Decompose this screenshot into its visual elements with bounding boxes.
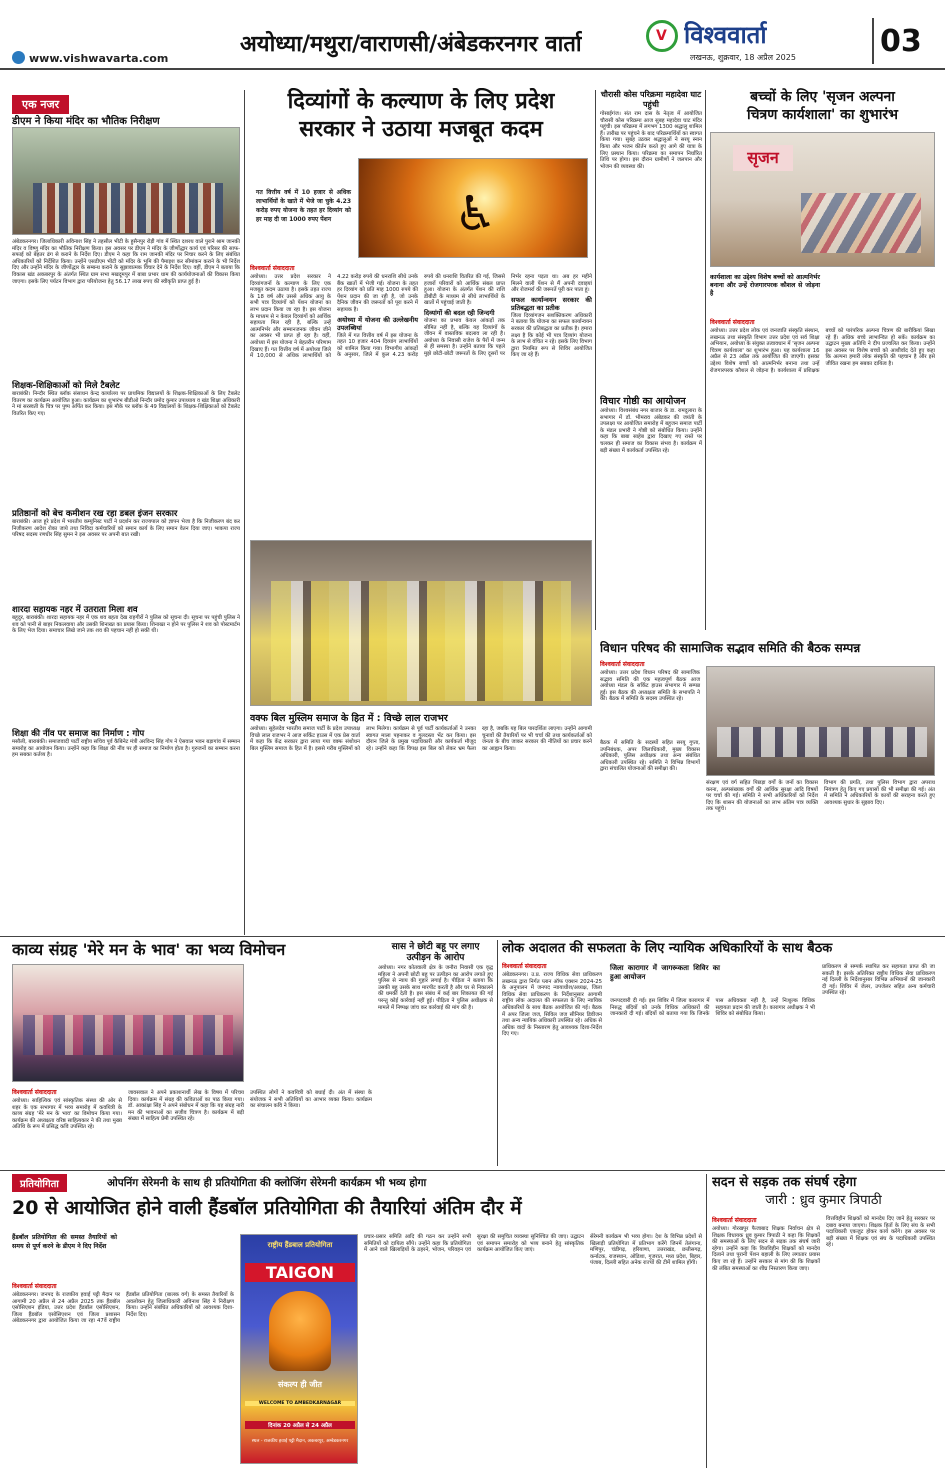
dateline: लखनऊ, शुक्रवार, 18 अप्रैल 2025 [690,53,796,62]
chaurasi-body: गोसाईगंज। संत राम दास के नेतृत्व में आयोजित चौरासी कोस परिक्रमा आज सुबह महादेवा घाट मंदिर पहुंची। इस परिक्रमा में लगभग 1300 श्रद्धालु शामिल हैं। तारीख पर पहुंचने के बाद परिक्रमार्थियों का स्वागत किया गया। सुबह उठकर श्रद्धालुओं ने सरयू स्नान किया और भजन कीर्तन करते हुए आगे की यात्रा के लिए प्रस्थान किया। परिक्रमा का समापन निर्धारित तिथि पर होगा। इस दौरान ग्रामीणों ने जलपान और भोजन की व्यवस्था की। [600,111,702,170]
ek-nazar-headline-4: शारदा सहायक नहर में उतराता मिला शव [12,605,138,615]
divyang-headline-1: दिव्यांगों के कल्याण के लिए प्रदेश [287,89,555,114]
kavya-section [12,940,372,1165]
srijan-caption: कार्यशाला का उद्देश्य विशेष बच्चों को आत्मनिर्भर बनाना और उन्हें रोजगारपरक कौशल से जोड़ना है [710,274,820,297]
poster-mascot: TAIGON [245,1263,355,1282]
dm-inspection-photo [12,127,240,235]
srijan-workshop-photo [710,132,935,267]
srijan-headline-2: चित्रण कार्यशाला' का शुभारंभ [747,107,898,123]
ek-nazar-label: एक नजर [12,95,69,114]
poster-welcome: WELCOME TO AMBEDKARNAGAR [245,1401,355,1406]
divyang-bullet: गत वित्तीय वर्ष में 10 हजार से अधिक लाभार्थियों के खाते में भेजे जा चुके 4.23 करोड़ रुपए योजना के तहत हर दिव्यांग को हर माह दी जा 1000 रुपए पेंशन [256,189,351,223]
pratiyogita-bullet: हैंडबॉल प्रतियोगिता की समस्त तैयारियों को समय से पूर्ण करने के डीएम ने दिए निर्देश [12,1234,117,1250]
srijan-headline-1: बच्चों के लिए 'सृजन अल्पना [750,89,895,105]
pratiyogita-headline: 20 से आयोजित होने वाली हैंडबॉल प्रतियोगिता की तैयारियां अंतिम दौर में [12,1197,522,1219]
ek-nazar-body-5: मसौली, बाराबंकी। समाजवादी पार्टी राष्ट्रीय सचिव पूर्व कैबिनेट मंत्री अरविन्द सिंह गोप ने ऐसवाल भवन बड़ागांव में सम्मान समारोह का आयोजन किया। उन्होंने कहा कि शिक्षा की नींव पर ही समाज का निर्माण होता है। गुरुजनों का सम्मान करना हम सबका कर्तव्य है। [12,739,240,759]
poster-sankalp: संकल्प ही जीत [278,1380,322,1389]
sadan-headline-1: सदन से सड़क तक संघर्ष रहेगा [712,1175,857,1190]
saas-headline: सास ने छोटी बहू पर लगाए उत्पीड़न के आरोप [391,942,480,963]
ek-nazar-headline-5: शिक्षा की नींव पर समाज का निर्माण : गोप [12,729,145,739]
lokadalat-section [502,940,935,1165]
lokadalat-headline: लोक अदालत की सफलता के लिए न्यायिक अधिकारियों के साथ बैठक [502,941,833,956]
sadan-section [712,1174,935,1468]
vidhan-section [600,640,935,930]
vidhan-body-3: संरक्षण एवं वर्ग सहित पिछड़ा वर्गों के जनों का विकास करना, अल्पसंख्यक वर्गों की आर्थिक सुरक्षा आदि विषयों पर चर्चा की गई। समिति ने सभी अधिकारियों को निर्देश दिए कि शासन की योजनाओं का लाभ अंतिम पात्र व्यक्ति तक पहुंचे। [706,780,818,813]
vidhan-meeting-photo [706,666,935,776]
poster-title: राष्ट्रीय हैंडबाल प्रतियोगिता [267,1241,333,1249]
divyang-silhouette-photo [358,158,588,258]
kavya-launch-photo [12,964,244,1082]
ek-nazar-headline-3: प्रतिष्ठानों को बेच कमीशन रख रहा डबल इंजन सरकार [12,509,178,519]
page-number: 03 [880,24,922,59]
pratiyogita-tag: प्रतियोगिता [12,1174,67,1192]
waqf-welcome-photo [250,540,592,706]
saas-section [378,940,493,1165]
vidhan-headline: विधान परिषद की सामाजिक सद्भाव समिति की बैठक सम्पन्न [600,641,861,655]
sadan-body-2: वित्तविहीन शिक्षकों को मानदेय दिए जाने हेतु सरकार पर दबाव बनाया जाएगा। शिक्षक हितों के लिए संघ के सभी पदाधिकारी एकजुट होकर कार्य करेंगे। इस अवसर पर बड़ी संख्या में शिक्षक एवं संघ के पदाधिकारी उपस्थित रहे। [826,1216,935,1249]
masthead [0,0,945,70]
pratiyogita-body-2: प्रचार-प्रसार समिति आदि की गठन कर उन्होंने सभी समितियों को दायित्व सौंपे। उन्होंने कहा कि प्रतियोगिता में आने वाले खिलाड़ियों के ठहरने, भोजन, परिवहन एवं सुरक्षा की समुचित व्यवस्था सुनिश्चित की जाए। उद्घाटन एवं समापन समारोह को भव्य बनाने हेतु सांस्कृतिक कार्यक्रम आयोजित किए जाएं। [364,1234,584,1254]
wheelchair-icon: ♿ [454,186,498,242]
kavya-body-1: अयोध्या। साहित्यिक एवं सांस्कृतिक संस्था की ओर से शहर के एक सभागार में भव्य समारोह में कवयित्री के काव्य संग्रह 'मेरे मन के भाव' का विमोचन किया गया। कार्यक्रम की अध्यक्षता वरिष्ठ साहित्यकार ने की तथा मुख्य अतिथि के रूप में प्रसिद्ध कवि उपस्थित रहे। [12,1098,122,1131]
vidhan-body-2: बैठक में समिति के सदस्यों सहित सरयू गुप्ता, उपनिबंधक, अपर जिलाधिकारी, मुख्य विकास अधिकारी, पुलिस अधीक्षक तथा अन्य संबंधित अधिकारी उपस्थित रहे। समिति ने विभिन्न विभागों द्वारा संचालित योजनाओं की समीक्षा की। [600,740,700,773]
waqf-headline: वक्फ बिल मुस्लिम समाज के हित में : विच्छे लाल राजभर [250,713,448,724]
ek-nazar-section [12,93,240,938]
pratiyogita-byline: विश्ववार्ता संवाददाता [12,1283,57,1290]
lokadalat-bullet: जिला कारागार में जागरूकता शिविर का हुआ आयोजन [610,964,720,981]
region-title: अयोध्या/मथुरा/वाराणसी/अंबेडकरनगर वार्ता [240,32,582,57]
brand-logo-icon: V [646,20,678,52]
sadan-body-1: अयोध्या। गोरखपुर फैजाबाद शिक्षक निर्वाचन क्षेत्र से शिक्षक विधायक ध्रुव कुमार त्रिपाठी ने कहा कि शिक्षकों की समस्याओं के लिए सदन से सड़क तक संघर्ष जारी रहेगा। उन्होंने कहा कि वित्तविहीन शिक्षकों को मानदेय दिलाने तथा पुरानी पेंशन बहाली के लिए लगातार प्रयास किए जा रहे हैं। उन्होंने सरकार से मांग की कि शिक्षकों की लंबित समस्याओं का शीघ्र निस्तारण किया जाए। [712,1226,820,1272]
waqf-section [250,540,592,928]
lokadalat-body-2: जनपदवारी दी गई। इस शिविर में जिला कारागार में निरुद्ध बंदियों को उनके विधिक अधिकारों की जानकारी दी गई। बंदियों को बताया गया कि जिनके पास अधिवक्ता नहीं है, उन्हें निःशुल्क विधिक सहायता प्रदान की जाती है। कारागार अधीक्षक ने भी शिविर को संबोधित किया। [610,998,815,1018]
pratiyogita-strap: ओपनिंग सेरेमनी के साथ ही प्रतियोगिता की क्लोजिंग सेरेमनी कार्यक्रम भी भव्य होगा [107,1177,427,1189]
ek-nazar-body-1: अंबेडकरनगर। जिलाधिकारी अविनाश सिंह ने तहसील भीटी के हुसैनपुर रोड़ी गांव में स्थित दशरथ वाले पुराने श्राम जानकी मंदिर व विष्णु मंदिर का भौतिक निरीक्षण किया। इस अवसर पर डीएम ने मंदिर के जीर्णोद्धार कार्य एवं परिसर की साफ-सफाई को बेहतर ढंग से कराने के निर्देश दिए। डीएम ने कहा कि राम जानकी मंदिर पर निचार करने के लिए संबंधित अधिकारियों को निर्देशित किया। उन्होंने एसडीएम भीटी को मंदिर के भूमि की पैमाइश कर सीमांकन कराने के भी निर्देश दिए और उन्होंने मंदिर के जीर्णोद्धार के सम्बन्ध कराने के सुझावात्मक विचार देने के निर्देश दिए। वहीं, डीएम ने बताया कि विकास खंड अकबरपुर के अंतर्गत स्थित ग्राम सभा मखदूमपुर में बाबा प्रभार धाम की कार्ययोजनाओं की विकास किया जाएगा। इसके लिए पर्यटन विभाग द्वारा परियोजना हेतु 56.17 लाख रुपए की स्वीकृति प्राप्त हुई है। [12,239,240,285]
srijan-body: अयोध्या। उत्तर प्रदेश लोक एवं जनजाति संस्कृति संस्थान, लखनऊ तथा संस्कृति विभाग उत्तर प्रदेश एवं सर्व शिक्षा अभियान, अयोध्या के संयुक्त तत्वावधान में 'सृजन अल्पना चित्रण कार्यशाला' का शुभारंभ हुआ। यह कार्यशाला 16 अप्रैल से 23 अप्रैल तक आयोजित की जाएगी। इसका उद्देश्य विशेष बच्चों को आत्मनिर्भर बनाना तथा उन्हें रोजगारपरक कौशल से जोड़ना है। कार्यशाला में प्रशिक्षक बच्चों को पारंपरिक अल्पना चित्रण की बारीकियां सिखा रहे हैं। अधिक बच्चे लाभान्वित हो सकें। कार्यक्रम का उद्घाटन मुख्य अतिथि ने दीप प्रज्वलित कर किया। उन्होंने इस अवसर पर विशेष बच्चों को आशीर्वाद देते हुए कहा कि अल्पना हमारी लोक संस्कृति की पहचान है और इसे जीवित रखना हम सबका दायित्व है। [710,328,935,374]
website-url[interactable]: www.vishwavarta.com [29,52,169,65]
kavya-body-2: जावसवाल ने अपने प्रकाशनार्थी लेख के विषय में परिचय दिया। कार्यक्रम में संग्रह की कविताओं का पाठ किया गया। डॉ. आकांक्षा सिंह ने अपने संबोधन में कहा कि यह संग्रह नारी मन की भावनाओं का सजीव चित्रण है। कार्यक्रम में बड़ी संख्या में साहित्य प्रेमी उपस्थित रहे। [128,1090,244,1123]
divyang-headline-2: सरकार ने उठाया मजबूत कदम [299,117,543,142]
ek-nazar-body-2: बाराबंकी। निन्दौर स्थित ब्लॉक संसाधन केन्द्र कार्यालय पर प्राथमिक विद्यालयों के शिक्षक-शिक्षिकाओं के लिए टैबलेट वितरण का कार्यक्रम आयोजित हुआ। कार्यक्रम का शुभारंभ बीडीओ निन्दौर प्रमोद कुमार उपाध्याय व खंड शिक्षा अधिकारी ने मां सरस्वती के चित्र पर पुष्प अर्पित कर किया। इस मौके पर ब्लॉक के 49 विद्यालयों के शिक्षक-शिक्षिकाओं को टैबलेट वितरित किए गए। [12,391,240,417]
vidhan-body-4: विभाग की प्रगति, तथा पुलिस विभाग द्वारा अपराध नियंत्रण हेतु किए गए प्रयासों की भी समीक्षा की गई। अंत में समिति ने अधिकारियों के कार्यों की सराहना करते हुए आवश्यक सुधार के सुझाव दिए। [824,780,935,806]
divyang-body: अयोध्या। उत्तर प्रदेश सरकार ने दिव्यांगजनों के कल्याण के लिए एक मजबूत कदम उठाया है। इसके तहत राज्य के 18 वर्ष और उससे अधिक आयु के सभी पात्र दिव्यांगों को पेंशन योजना का लाभ प्रदान किया जा रहा है। इस योजना के माध्यम से न केवल दिव्यांगों को आर्थिक सहायता मिल रही है, बल्कि उन्हें आत्मनिर्भर और सम्मानजनक जीवन जीने का अवसर भी प्राप्त हो रहा है। वहीं, अयोध्या में इस योजना ने बेहतरीन परिणाम दिखाए हैं। गत वित्तीय वर्ष में अयोध्या जिले में 10,000 से अधिक लाभार्थियों को 4.22 करोड़ रुपये की धनराशि सीधे उनके बैंक खातों में भेजी गई। योजना के तहत हर दिव्यांग को प्रति माह 1000 रुपये की पेंशन प्रदान की जा रही है, जो उनके दैनिक जीवन की जरूरतों को पूरा करने में सहायक है। अयोध्या में योजना की उल्लेखनीय उपलब्धियां जिले में गत वित्तीय वर्ष में इस योजना के तहत 10 हजार 404 दिव्यांग लाभार्थियों को शामिल किया गया। विभागीय आंकड़ों के अनुसार, जिले में कुल 4.23 करोड़ रुपये की धनराशि वितरित की गई, जिससे हजारों परिवारों को आर्थिक संबल प्राप्त हुआ। योजना के अंतर्गत पेंशन की राशि डीबीटी के माध्यम से सीधे लाभार्थियों के खातों में पहुंचाई जाती है। दिव्यांगों की बदल रही जिन्दगी योजना का प्रभाव केवल आंकड़ों तक सीमित नहीं है, बल्कि यह दिव्यांगों के जीवन में वास्तविक बदलाव ला रही है। अयोध्या के निवासी राजेश के पैरों में जन्म से ही समस्या है। उन्होंने बताया कि पहले मुझे छोटी-छोटी जरूरतों के लिए दूसरों पर निर्भर रहना पड़ता था। अब हर महीने मिलने वाली पेंशन से मैं अपनी दवाइयां और रोजमर्रा की जरूरतें पूरी कर पाता हूं। सफल कार्यान्वयन सरकार की प्रतिबद्धता का प्रतीक जिला दिव्यांगजन सशक्तिकरण अधिकारी ने बताया कि योजना का सफल कार्यान्वयन सरकार की प्रतिबद्धता का प्रतीक है। हमारा लक्ष्य है कि कोई भी पात्र दिव्यांग योजना के लाभ से वंचित न रहे। इसके लिए विभाग द्वारा नियमित रूप से शिविर आयोजित किए जा रहे हैं। [250,274,592,360]
chaurasi-section [600,88,702,628]
sadan-headline-2: जारी : ध्रुव कुमार त्रिपाठी [765,1193,882,1208]
kavya-byline: विश्ववार्ता संवाददाता [12,1089,57,1096]
pratiyogita-section [12,1174,702,1468]
kavya-body-3: उपस्थित लोगों ने कवयित्री को बधाई दी। अंत में संस्था के संयोजक ने सभी अतिथियों का आभार व्यक्त किया। कार्यक्रम का संचालन कवि ने किया। [250,1090,372,1110]
kavya-headline: काव्य संग्रह 'मेरे मन के भाव' का भव्य विमोचन [12,940,286,959]
srijan-section [710,88,935,633]
lokadalat-body-1: अंबेडकरनगर। उ.प्र. राज्य विधिक सेवा प्राधिकरण लखनऊ द्वारा निर्गत प्लान ऑफ एक्शन 2024-25 के अनुपालन में जनपद न्यायाधीश/अध्यक्ष, जिला विधिक सेवा प्राधिकरण के निर्देशानुसार आगामी राष्ट्रीय लोक अदालत की सफलता के लिए न्यायिक अधिकारियों के साथ बैठक आयोजित की गई। बैठक में अपर जिला जज, सिविल जज सीनियर डिवीजन तथा अन्य न्यायिक अधिकारी उपस्थित रहे। अधिक से अधिक वादों के निस्तारण हेतु आवश्यक दिशा-निर्देश दिए गए। [502,972,602,1038]
poster-dates: दिनांक 20 अप्रैल से 24 अप्रैल [245,1421,355,1429]
saas-body: अयोध्या। नगर कोतवाली क्षेत्र के जनौरा निवासी एक वृद्ध महिला ने अपनी छोटी बहू पर उत्पीड़न का आरोप लगाते हुए पुलिस से न्याय की गुहार लगाई है। पीड़िता ने बताया कि उसकी बहू उसके साथ मारपीट करती है और घर से निकालने की धमकी देती है। इस संबंध में कई बार शिकायत की गई परन्तु कोई कार्रवाई नहीं हुई। पीड़िता ने पुलिस अधीक्षक से मामले में निष्पक्ष जांच कर कार्रवाई की मांग की है। [378,965,493,1011]
poster-venue: स्थल - राजकीय हवाई पट्टी मैदान, अकबरपुर, अम्बेडकरनगर [251,1439,349,1444]
tiger-mascot-icon [269,1291,331,1371]
srijan-byline: विश्ववार्ता संवाददाता [710,319,755,326]
chaurasi-headline: चौरासी कोस परिक्रमा महादेवा घाट पहुंची [600,90,702,109]
vidhan-byline: विश्ववार्ता संवाददाता [600,661,645,668]
ek-nazar-headline-2: शिक्षक-शिक्षिकाओं को मिले टैबलेट [12,381,120,391]
ek-nazar-body-4: बहुदुर, बाराबंकी। शारदा सहायक नहर में एक शव बहता देख राहगीरों ने पुलिस को सूचना दी। सूचना पर पहुंची पुलिस ने शव को पानी से बाहर निकलवाया और उसकी शिनाख्त का प्रयास किया। शिनाख्त न होने पर पुलिस ने शव को पोस्टमार्टम के लिए भेज दिया। समाचार लिखे जाने तक शव की पहचान नहीं हो सकी थी। [12,615,240,635]
lokadalat-byline: विश्ववार्ता संवाददाता [502,963,547,970]
ek-nazar-body-3: बाराबंकी। आज हूरे प्रदेश में भारतीय कम्युनिस्ट पार्टी ने प्रदर्शन कर राज्यपाल को ज्ञापन भेजा है कि निजीकरण बंद कर निजीकरण आदेश रोका जाये तथा निविदा कर्मचारियों को समान कार्य के लिए समान वेतन दिया जाए। भाकपा राज्य परिषद सदस्य रणधीर सिंह सुमन ने इस अवसर पर अपनी बात रखी। [12,519,240,539]
sadan-byline: विश्ववार्ता संवाददाता [712,1217,757,1224]
divyang-byline: विश्ववार्ता संवाददाता [250,265,295,272]
pratiyogita-body-1: अंबेडकरनगर। जनपद के राजकीय हवाई पट्टी मैदान पर आगामी 20 अप्रैल से 24 अप्रैल 2025 तक हैंडबॉल एसोसिएशन इंडिया, उत्तर प्रदेश हैंडबॉल एसोसिएशन, जिला हैंडबॉल एसोसिएशन एवं जिला प्रशासन अंबेडकरनगर द्वारा आयोजित किया जा रहा 47वें राष्ट्रीय हैंडबॉल प्रतियोगिता (बालक वर्ग) के समस्त तैयारियों के अवलोकन हेतु जिलाधिकारी अविनाश सिंह ने निरीक्षण किया। उन्होंने संबंधित अधिकारियों को आवश्यक दिशा-निर्देश दिए। [12,1292,234,1325]
logo-circle-icon [12,51,25,64]
ek-nazar-headline-1: डीएम ने किया मंदिर का भौतिक निरीक्षण [12,116,160,127]
lokadalat-body-3: प्राधिकरण से सम्पर्क स्थापित कर सहायता प्राप्त की जा सकती है। इसके अतिरिक्त राष्ट्रीय विधिक सेवा प्राधिकरण नई दिल्ली के निर्देशानुसार विभिन्न अभियानों की जानकारी दी गई। शिविर में जेलर, उपजेलर सहित अन्य कर्मचारी उपस्थित रहे। [822,964,935,997]
vichar-headline: विचार गोष्ठी का आयोजन [600,396,686,407]
handball-poster [240,1234,358,1464]
divyang-section [250,88,592,538]
vidhan-body-1: अयोध्या। उत्तर प्रदेश विधान परिषद की सामाजिक सद्भाव समिति की एक महत्वपूर्ण बैठक आज अयोध्या मंडल के सर्किट हाउस सभागार में सम्पन्न हुई। इस बैठक की अध्यक्षता समिति के सभापति ने की। बैठक में समिति के सदस्य उपस्थित रहे। [600,670,700,703]
vichar-body: अयोध्या। विश्वसंबंध नगर बाजार के डा. रामदुलारा के सभागार में डॉ. भीमराव अंबेडकर की जयंती के उपलक्ष्य पर आयोजित समारोह में बहुजन समाज पार्टी के मंडल प्रभारी ने गोष्ठी को संबोधित किया। उन्होंने कहा कि बाबा साहेब द्वारा दिखाए गए रास्ते पर चलकर ही समाज का विकास संभव है। कार्यक्रम में बड़ी संख्या में कार्यकर्ता उपस्थित रहे। [600,408,702,454]
pratiyogita-body-3: सेरेमनी कार्यक्रम भी भव्य होगा। देश के विभिन्न प्रदेशों से खिलाड़ी प्रतियोगिता में प्रतिभाग करेंगे जिनमें तेलंगाना, मणिपुर, चंडीगढ़, हरियाणा, उत्तराखंड, छत्तीसगढ़, कर्नाटक, राजस्थान, ओडिशा, गुजरात, मध्य प्रदेश, बिहार, पंजाब, दिल्ली सहित अनेक राज्यों की टीमें शामिल होंगी। [590,1234,702,1267]
brand-name: विश्ववार्ता [684,21,767,49]
waqf-body: अयोध्या। सुहेलदेव भारतीय समाज पार्टी के प्रदेश उपाध्यक्ष विच्छे लाल राजभर ने आज सर्किट हाउस में एक प्रेस वार्ता में कहा कि केंद्र सरकार द्वारा लाया गया वक्फ संशोधन बिल मुस्लिम समाज के हित में है। इससे गरीब मुस्लिमों को लाभ मिलेगा। कार्यक्रम से पूर्व पार्टी कार्यकर्ताओं ने उनका स्वागत माला पहनाकर व गुलदस्ता भेंट कर किया। इस दौरान जिले के प्रमुख पदाधिकारी और कार्यकर्ता मौजूद रहे। उन्होंने कहा कि विपक्ष इस बिल को लेकर भ्रम फैला रहा है, जबकि यह बिल पारदर्शिता लाएगा। उन्होंने आगामी चुनावों की तैयारियों पर भी चर्चा की तथा कार्यकर्ताओं को जनता के बीच जाकर सरकार की नीतियों का प्रचार करने का आह्वान किया। [250,726,592,752]
srijan-banner: सृजन [733,145,793,171]
